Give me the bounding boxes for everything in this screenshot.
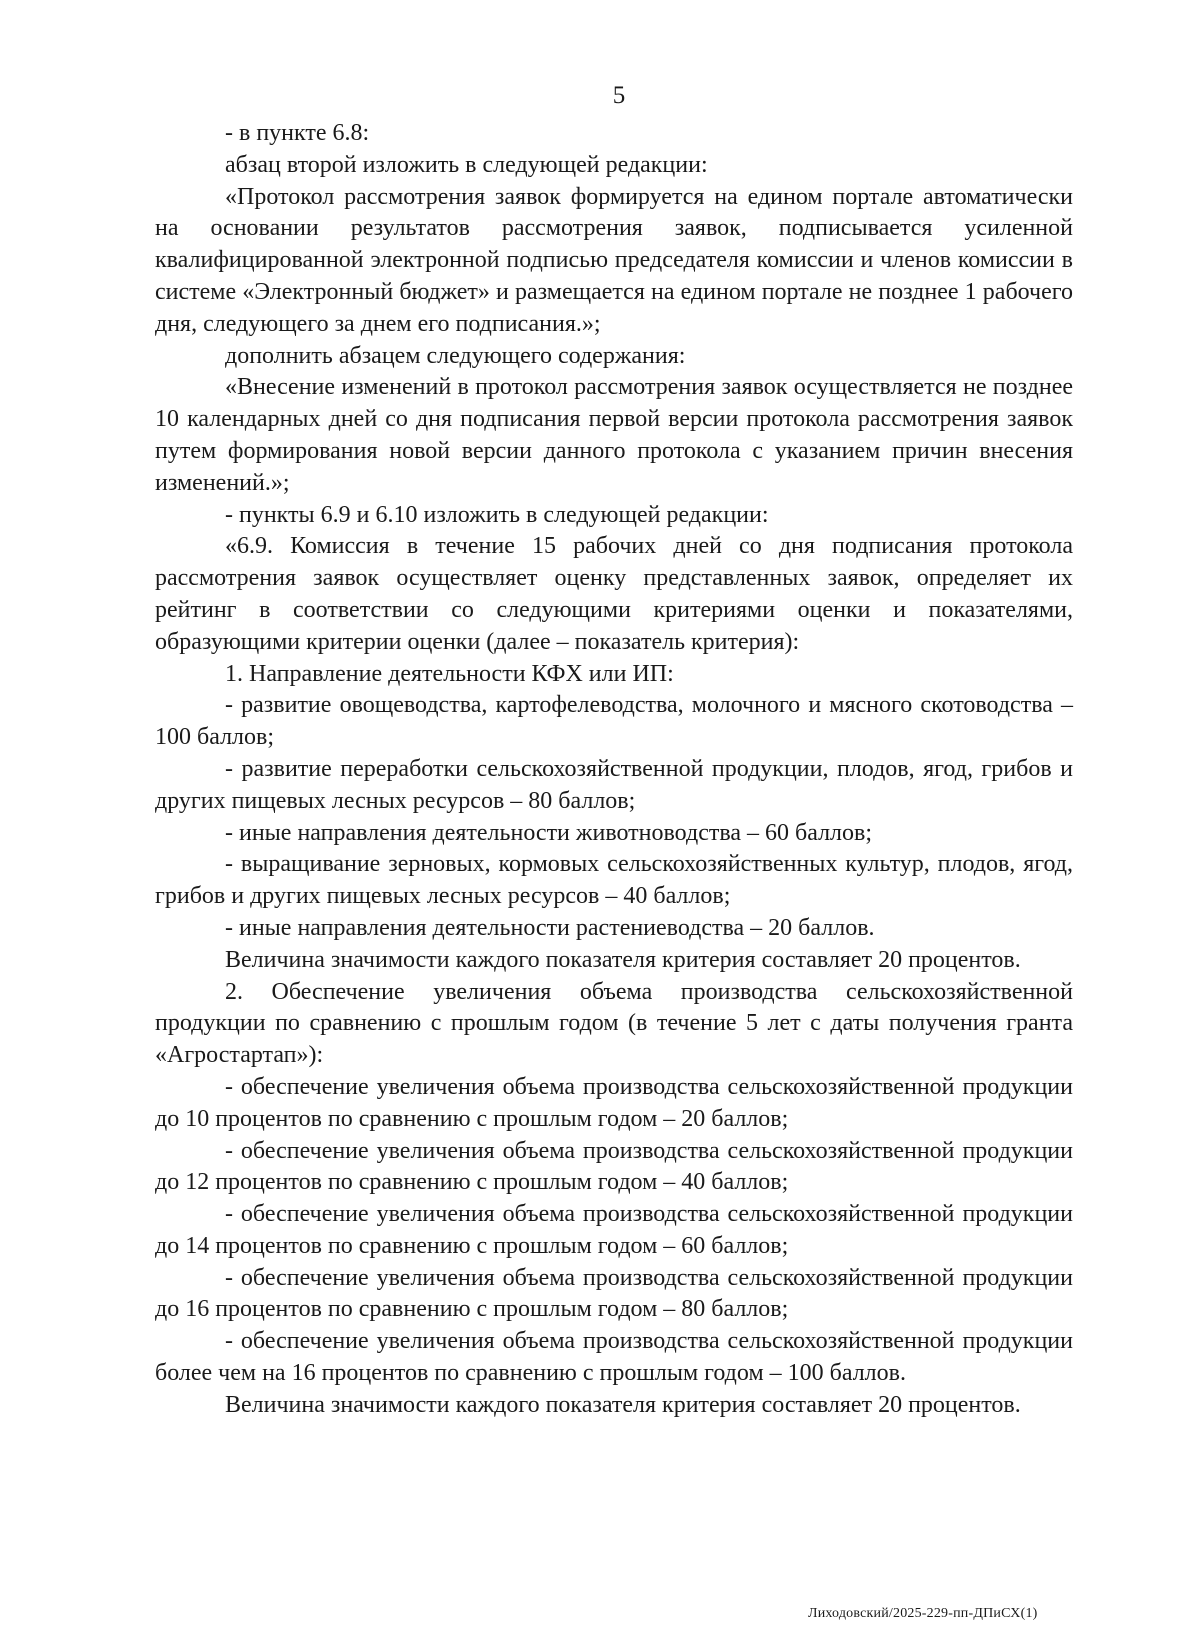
footer-reference: Лиходовский/2025-229-пп-ДПиСХ(1) [808, 1606, 1038, 1621]
paragraph: - иные направления деятельности растениеводства – 20 баллов. [225, 914, 875, 941]
paragraph: «Внесение изменений в протокол рассмотрения заявок осуществляется не позднее 10 календарных дней со дня подписания первой версии протокола рассмотрения заявок путем формирования новой версии данного протокола с указанием причин внесения изменений.»; [155, 374, 1073, 496]
paragraph: - обеспечение увеличения объема производства сельскохозяйственной продукции более чем на 16 процентов по сравнению с прошлым годом – 100 баллов. [155, 1328, 1073, 1387]
body-text [155, 118, 1073, 1422]
paragraph: - выращивание зерновых, кормовых сельскохозяйственных культур, плодов, ягод, грибов и других пищевых лесных ресурсов – 40 баллов; [155, 851, 1073, 910]
paragraph: Величина значимости каждого показателя критерия составляет 20 процентов. [225, 946, 1021, 973]
paragraph: - развитие овощеводства, картофелеводства, молочного и мясного скотоводства – 100 баллов; [155, 692, 1073, 751]
paragraph: «Протокол рассмотрения заявок формируется на едином портале автоматически на основании результатов рассмотрения заявок, подписывается усиленной квалифицированной электронной подписью председателя комиссии и членов комиссии в системе «Электронный бюджет» и размещается на едином портале не позднее 1 рабочего дня, следующего за днем его подписания.»; [155, 183, 1073, 337]
paragraph: - развитие переработки сельскохозяйственной продукции, плодов, ягод, грибов и других пищевых лесных ресурсов – 80 баллов; [155, 755, 1073, 814]
paragraph: «6.9. Комиссия в течение 15 рабочих дней со дня подписания протокола рассмотрения заявок осуществляет оценку представленных заявок, определяет их рейтинг в соответствии со следующими критериями оценки и показателями, образующими критерии оценки (далее – показатель критерия): [155, 533, 1073, 655]
paragraph: - обеспечение увеличения объема производства сельскохозяйственной продукции до 10 процентов по сравнению с прошлым годом – 20 баллов; [155, 1073, 1073, 1132]
paragraph: Величина значимости каждого показателя критерия составляет 20 процентов. [225, 1391, 1021, 1418]
paragraph: - пункты 6.9 и 6.10 изложить в следующей редакции: [225, 501, 769, 528]
paragraph: 2. Обеспечение увеличения объема производства сельскохозяйственной продукции по сравнению с прошлым годом (в течение 5 лет с даты получения гранта «Агростартап»): [155, 978, 1073, 1069]
paragraph: - обеспечение увеличения объема производства сельскохозяйственной продукции до 14 процентов по сравнению с прошлым годом – 60 баллов; [155, 1201, 1073, 1259]
paragraph: 1. Направление деятельности КФХ или ИП: [225, 660, 674, 687]
paragraph: - обеспечение увеличения объема производства сельскохозяйственной продукции до 16 процентов по сравнению с прошлым годом – 80 баллов; [155, 1264, 1073, 1323]
paragraph: - в пункте 6.8: [225, 120, 370, 146]
page-number: 5 [612, 82, 626, 109]
paragraph: - иные направления деятельности животноводства – 60 баллов; [225, 819, 873, 846]
paragraph: дополнить абзацем следующего содержания: [225, 342, 686, 369]
paragraph: абзац второй изложить в следующей редакции: [225, 151, 708, 178]
paragraph: - обеспечение увеличения объема производства сельскохозяйственной продукции до 12 процентов по сравнению с прошлым годом – 40 баллов; [155, 1137, 1073, 1196]
